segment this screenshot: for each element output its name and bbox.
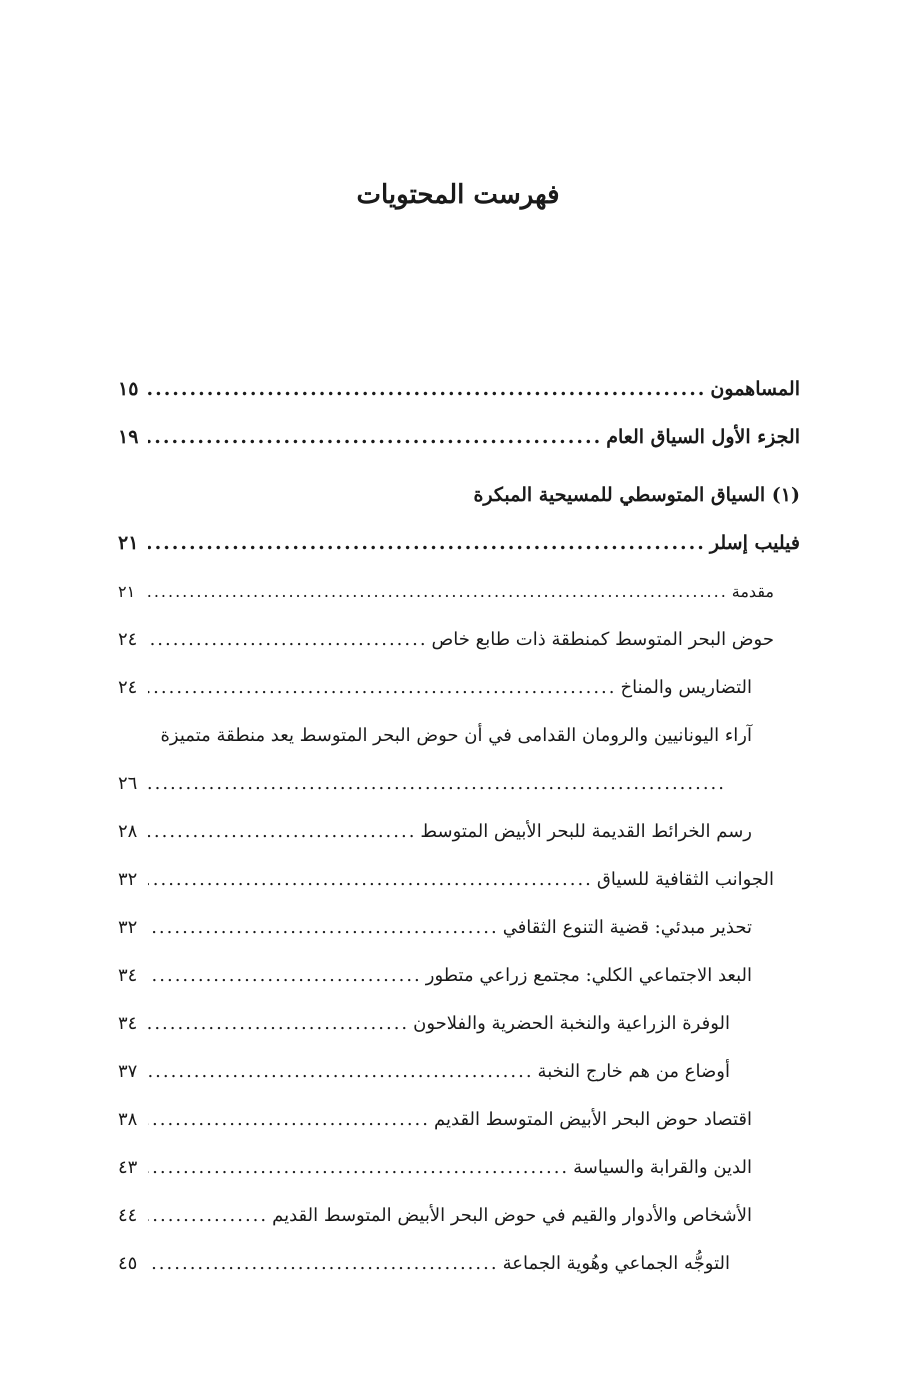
toc-entry-title: تحذير مبدئي: قضية التنوع الثقافي — [502, 916, 752, 938]
toc-entry-title: التضاريس والمناخ — [620, 676, 752, 698]
toc-chapter-heading[interactable] — [118, 471, 800, 519]
dot-leader — [148, 821, 416, 842]
page-title: فهرست المحتويات — [356, 180, 560, 210]
toc-entry-subsection[interactable] — [118, 903, 800, 951]
toc-entry-title: التوجُّه الجماعي وهُوية الجماعة — [502, 1252, 730, 1274]
toc-entry-continuation[interactable] — [118, 759, 800, 807]
toc-entry-title: المساهمون — [710, 378, 800, 400]
dot-leader — [148, 1157, 569, 1178]
toc-page-number: ١٩ — [118, 426, 139, 448]
toc-page-number: ٣٨ — [118, 1108, 138, 1130]
toc-entry-title: فيليب إسلر — [709, 532, 800, 554]
toc-entry-title: آراء اليونانيين والرومان القدامى في أن حوض البحر المتوسط يعد منطقة متميزة — [160, 724, 752, 746]
toc-entry-section[interactable] — [118, 855, 800, 903]
toc-entry-title: الجزء الأول السياق العام — [606, 426, 800, 448]
toc-entry-subsection[interactable] — [118, 711, 800, 759]
toc-page-number: ٣٢ — [118, 868, 138, 890]
toc-entry-subsection[interactable] — [118, 1143, 800, 1191]
toc-page-number: ٣٤ — [118, 964, 138, 986]
toc-entry-subsection[interactable] — [118, 807, 800, 855]
dot-leader — [148, 1109, 430, 1130]
dot-leader — [148, 426, 602, 448]
toc-page-number: ٤٤ — [118, 1204, 138, 1226]
toc-entry-subsection[interactable] — [118, 663, 800, 711]
toc-page-number: ٣٧ — [118, 1060, 138, 1082]
toc-entry-title: الأشخاص والأدوار والقيم في حوض البحر الأبيض المتوسط القديم — [272, 1204, 752, 1226]
toc-entry-title: أوضاع من هم خارج النخبة — [537, 1060, 730, 1082]
toc-entry-title: اقتصاد حوض البحر الأبيض المتوسط القديم — [434, 1108, 752, 1130]
toc-entry-subsubsection[interactable] — [118, 1239, 800, 1287]
toc-entry-title: البعد الاجتماعي الكلي: مجتمع زراعي متطور — [425, 964, 752, 986]
toc-page-number: ٣٢ — [118, 916, 138, 938]
dot-leader — [148, 917, 499, 938]
toc-entry-section[interactable] — [118, 615, 800, 663]
dot-leader — [148, 1061, 534, 1082]
dot-leader — [148, 677, 616, 698]
dot-leader — [148, 629, 428, 650]
toc-page-number: ٢١ — [118, 581, 136, 601]
toc-entry-author[interactable] — [118, 519, 800, 567]
toc-page-number: ٤٣ — [118, 1156, 138, 1178]
table-of-contents — [118, 365, 800, 1287]
toc-entry-subsection[interactable] — [118, 1095, 800, 1143]
toc-entry-subsection[interactable] — [118, 951, 800, 999]
dot-leader — [148, 582, 728, 601]
toc-page-number: ٣٤ — [118, 1012, 138, 1034]
dot-leader — [148, 869, 593, 890]
dot-leader — [148, 378, 706, 400]
dot-leader — [148, 965, 422, 986]
toc-page-number: ٢٦ — [118, 772, 138, 794]
dot-leader — [148, 532, 706, 554]
toc-page-number: ٢٤ — [118, 628, 138, 650]
toc-entry-part-one[interactable] — [118, 413, 800, 461]
dot-leader — [148, 1253, 499, 1274]
toc-entry-subsubsection[interactable] — [118, 1047, 800, 1095]
toc-page-number: ٤٥ — [118, 1252, 138, 1274]
dot-leader — [148, 773, 726, 794]
dot-leader — [148, 1013, 409, 1034]
toc-entry-title: الوفرة الزراعية والنخبة الحضرية والفلاحون — [413, 1012, 730, 1034]
toc-entry-title: الدين والقرابة والسياسة — [573, 1156, 752, 1178]
toc-entry-title: رسم الخرائط القديمة للبحر الأبيض المتوسط — [420, 820, 752, 842]
toc-entry-introduction[interactable] — [118, 567, 800, 615]
toc-entry-title: الجوانب الثقافية للسياق — [596, 868, 774, 890]
toc-entry-subsubsection[interactable] — [118, 999, 800, 1047]
toc-entry-title: حوض البحر المتوسط كمنطقة ذات طابع خاص — [431, 628, 774, 650]
toc-page-number: ٢٨ — [118, 820, 138, 842]
toc-entry-title: مقدمة — [731, 581, 774, 601]
toc-entry-contributors[interactable] — [118, 365, 800, 413]
toc-chapter-title: (١) السياق المتوسطي للمسيحية المبكرة — [473, 484, 800, 506]
toc-entry-subsection[interactable] — [118, 1191, 800, 1239]
toc-page-number: ٢٤ — [118, 676, 138, 698]
dot-leader — [148, 1205, 268, 1226]
toc-page-number: ١٥ — [118, 378, 139, 400]
toc-page-number: ٢١ — [118, 532, 139, 554]
